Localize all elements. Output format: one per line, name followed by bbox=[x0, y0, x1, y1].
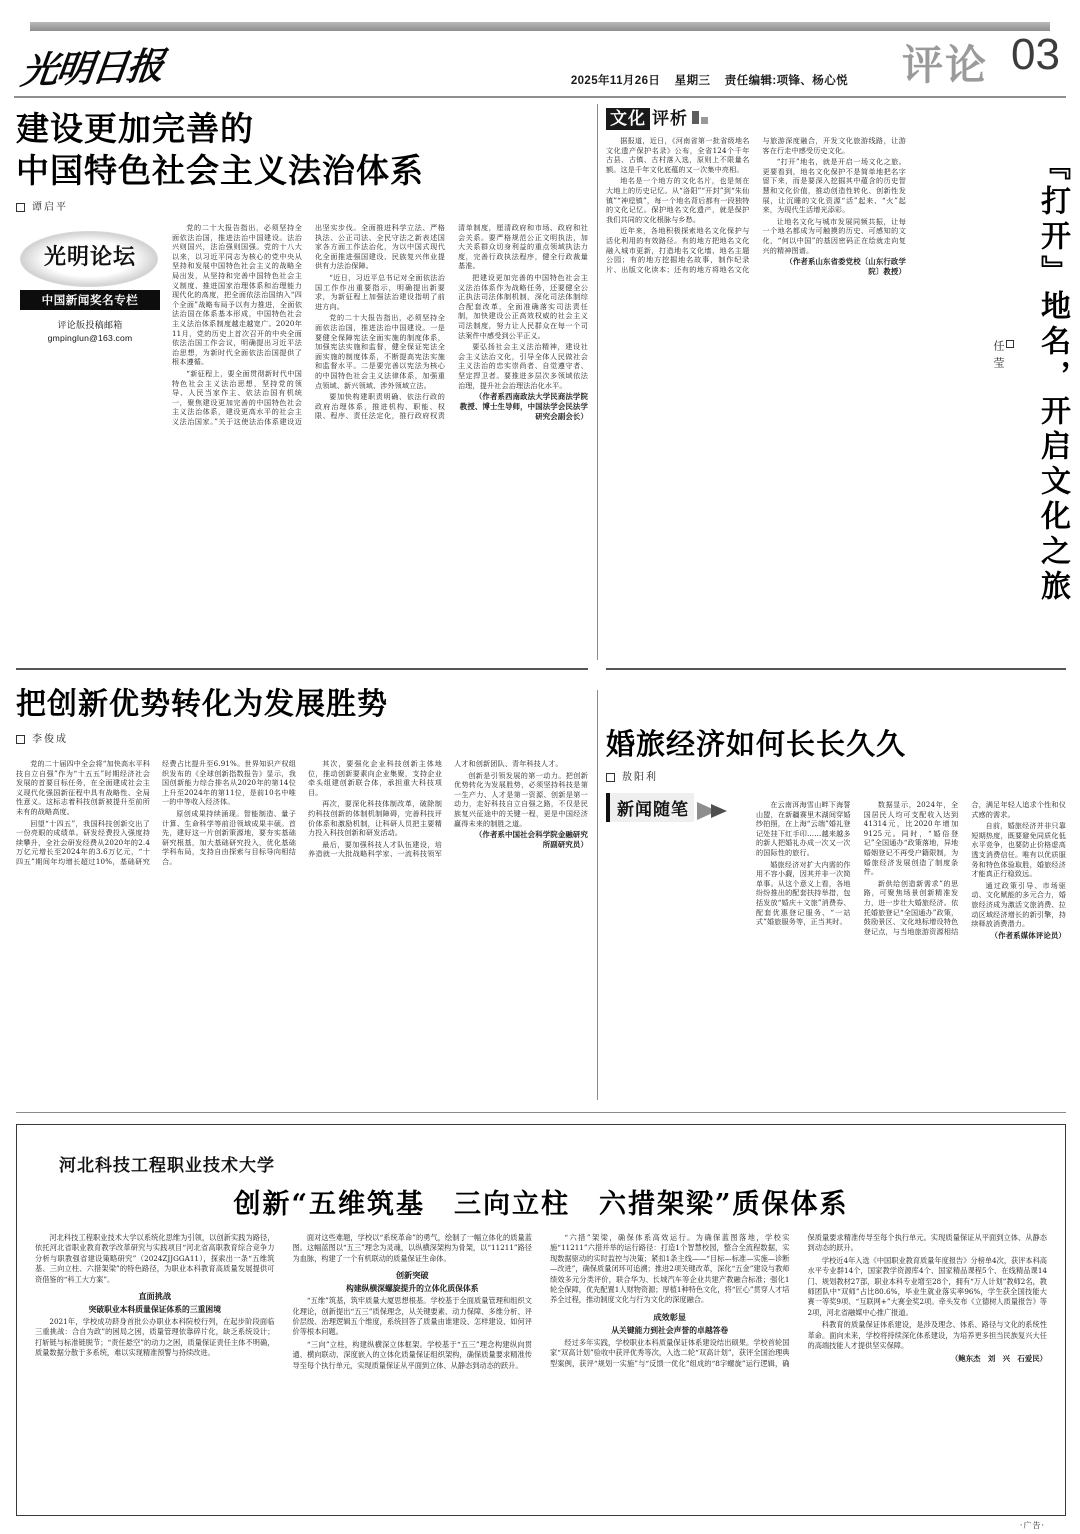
forum-logo-title: 光明论坛 bbox=[43, 244, 136, 270]
ad-section3-sub: 从关键能力到社会声誉的卓越答卷 bbox=[611, 1325, 729, 1335]
article1-headline-line2: 中国特色社会主义法治体系 bbox=[16, 151, 424, 190]
article3-headline: 把创新优势转化为发展胜势 bbox=[16, 687, 388, 722]
article4-headline: 婚旅经济如何长长久久 bbox=[606, 727, 907, 761]
article3-para: 最后，要加强科技人才队伍建设，培养造就一大批战略科学家、一流科技领军人才和创新团队、青年科技人才。 bbox=[308, 759, 563, 859]
byline-square-icon bbox=[1006, 340, 1014, 348]
article1-para: 党的二十大报告指出，必须坚持全面依法治国，推进法治中国建设。法治兴则国兴，法治强则国强。党的十八大以来，以习近平同志为核心的党中央从坚持和发展中国特色社会主义的战略全局出发，从坚持和完善中国特色社会主义制度、推进国家治理体系和治理能力现代化的高度，把全面依法治国纳入“四个全面”战略布局予以有力推进，全面依法治国在体系基本形成，中国特色社会主义法治体系制度越走越宽广。2020年11月，党的历史上首次召开的中央全面依法治国工作会议，明确提出习近平法治思想，为新时代全面依法治国提供了根本遵循。 bbox=[172, 223, 302, 367]
article3-para: 再次，要深化科技体制改革，破除制约科技创新的体制机制障碍，完善科技评价体系和激励机制，让科研人员把主要精力投入科技创新和研发活动。 bbox=[308, 799, 442, 838]
ad-section1-body: 2021年，学校成功跻身首批公办职业本科院校行列，在起步阶段面临三重挑战：合自为政”的困局之困，质量管理依靠碎片化，缺乏系统设计；打斩链与标准链脱节；“责任悬空”的动力之困，质量保证责任主体不明确，质量数据分散于多系统，难以实现精准预警与持续改进。 bbox=[35, 1317, 275, 1358]
article1-para: “近日，习近平总书记对全面依法治国工作作出重要指示，明确提出新要求，为新征程上加强法治建设指明了前进方向。 bbox=[315, 272, 445, 311]
ad-section2-p2: “三向”立柱，构建纵横深立体框架。学校基于“五三”理念构建纵向贯通、横向联动、深度嵌入的立体化质量保证组织架构，确保质量要求精准传导至每个执行单元，实现质量保证从平面到立体、从静态到动态的跃升。 bbox=[292, 1339, 532, 1370]
article1-para: 要加快构建职责明确、依法行政的政府治理体系，推进机构、职能、权限、程序、责任法定化，推行政府权责清单制度，厘清政府和市场、政府和社会关系。要严格规范公正文明执法，加大关系群众切身利益的重点领域执法力度，完善行政执法程序，健全行政裁量基准。 bbox=[315, 223, 588, 421]
article2-byline bbox=[990, 340, 1014, 374]
byline-square-icon bbox=[16, 203, 25, 212]
divider-above-ad bbox=[16, 1112, 1066, 1113]
news-essay-label: 新闻随笔 bbox=[606, 793, 694, 822]
article3-credit: （作者系中国社会科学院金融研究所副研究员） bbox=[474, 830, 588, 850]
article4-byline bbox=[606, 768, 1066, 783]
ad-tag-label: ·广告· bbox=[1019, 1521, 1045, 1530]
article-innovation bbox=[16, 686, 588, 1106]
article1-para: 党的二十大报告指出，必须坚持全面依法治国，推进法治中国建设。一是要健全保障宪法全面实施的制度体系，加强宪法实施和监督，健全保证宪法全面实施的制度体系，不断提高宪法实施和监督水平。二是要完善以宪法为核心的中国特色社会主义法律体系，加强重点领域、新兴领域、涉外领域立法。 bbox=[315, 313, 445, 390]
forum-mail-label: 评论版投稿邮箱 bbox=[57, 321, 123, 331]
article1-body bbox=[172, 223, 588, 426]
ad-headline: 创新“五维筑基 三向立柱 六措架梁”质保体系 bbox=[233, 1189, 849, 1220]
masthead bbox=[14, 30, 1066, 94]
masthead-meta bbox=[571, 72, 848, 88]
article2-vertical-headline: 『打开』地名，开启文化之旅 bbox=[1035, 150, 1070, 605]
pen-arrow-icon-2 bbox=[711, 804, 727, 818]
guangming-forum-logo[interactable] bbox=[20, 231, 160, 343]
article2-author: 任莹 bbox=[992, 340, 1005, 374]
article2-para: 据报道，近日，《河南省第一批省级地名文化遗产保护名录》公布，全省124个千年古县、古镇、古村落入选，原则上不限量名额。这是千年文化底蕴的又一次集中亮相。 bbox=[606, 136, 750, 174]
article2-vertical-headline-wrap bbox=[944, 150, 1078, 650]
article1-author: 谭启平 bbox=[32, 202, 68, 213]
culture-review-badge[interactable] bbox=[606, 104, 734, 130]
badge-dark-text: 文化 bbox=[606, 108, 650, 130]
article4-para: 婚旅经济对扩大内需的作用不容小觑，因其并非一次简单事。从这个意义上看，各地纷纷推出的配套扶持举措，包括发放“婚庆＋文旅”消费券、配套优惠登记服务、“一站式”婚旅服务等，正当其时。 bbox=[756, 859, 851, 927]
article3-para: 原创成果持续涌现。智能制造、量子计算、生命科学等前沿领域成果丰硕。首先，建好这一片创新策源地，要夯实基础研究根基，加大基础研究投入，优化基础学科布局，支持自由探索与目标导向相结合。 bbox=[162, 808, 296, 866]
section-name: 评论 bbox=[902, 41, 988, 89]
article2-para: “打开”地名，就是开启一场文化之旅。更要看到，地名文化保护不是简单地把名字留下来，而是要深入挖掘其中蕴含的历史智慧和文化价值，推动创造性转化、创新性发展，让沉睡的文化资源“活”起来、“火”起来，为现代生活增光添彩。 bbox=[762, 157, 906, 215]
article-place-names bbox=[606, 104, 936, 660]
article3-byline bbox=[16, 730, 588, 745]
forum-mail-address[interactable]: gmpinglun@163.com bbox=[47, 333, 133, 343]
forum-logo-subtitle: 中国新闻奖名专栏 bbox=[20, 290, 160, 310]
article2-body bbox=[606, 136, 906, 656]
divider-left-mid bbox=[16, 668, 588, 670]
article4-para: 新供给创造新需求”的思路，可聚焦场景创新精准发力，进一步壮大婚旅经济。依托婚旅登记“全国通办”政策，鼓励景区、文化地标增设特色登记点，与当地旅游资源相结合，满足年轻人追求个性和仪式感的需求。 bbox=[863, 800, 1066, 936]
ad-section1-sub: 突破职业本科质量保证体系的三重困境 bbox=[88, 1305, 222, 1315]
logo-oval-shape bbox=[20, 231, 158, 287]
article1-para: 把建设更加完善的中国特色社会主义法治体系作为战略任务，还要健全公正执法司法体制机制，深化司法体制综合配套改革，全面准确落实司法责任制，加快建设公正高效权威的社会主义司法制度，努力让人民群众在每一个司法案件中感受到公平正义。 bbox=[458, 272, 588, 340]
top-rule bbox=[30, 22, 1050, 31]
article-wedding-tourism bbox=[606, 726, 1066, 1106]
ad-signature: （鲍东杰 刘 兴 石爱民） bbox=[950, 1354, 1047, 1364]
publication-date: 2025年11月26日 bbox=[570, 75, 661, 87]
article4-para: 数据显示，2024年，全国居民人均可支配收入达到41314元，比2020年增加9125元。同时，“婚俗登记”全国通办“政策落地，异地婚姻登记不再受户籍限制，为婚旅经济发展创造了制度条件。 bbox=[863, 800, 959, 877]
ad-section2-p1: “五维”筑基，筑牢质量大厦思想根基。学校基于全面质量管理和组织文化理论，创新提出“五三”质保理念，从关键要素、动力保障、多维分析、评价层级、治理逻辑五个维度，系统回答了质量由谁建设、怎样建设、如何评价等根本问题。 bbox=[292, 1296, 532, 1337]
vertical-divider-top bbox=[597, 104, 598, 660]
ad-section3-final: 科教育的质量保证体系建设，是涉及理念、体系、路径与文化的系统性革命。面向未来，学校将持续深化体系建设，为培养更多担当民族复兴大任的高端技能人才提供坚实保障。 bbox=[807, 1320, 1047, 1351]
article2-para: 让地名文化与城市发展同频共振，让每一个地名都成为可触摸的历史、可感知的文化，“何以中国”的基因密码正在绘就走向复兴的精神图谱。 bbox=[762, 216, 906, 255]
article1-para: 要弘扬社会主义法治精神，建设社会主义法治文化，引导全体人民做社会主义法治的忠实崇尚者、自觉遵守者、坚定捍卫者。要推进多层次多领域依法治理，提升社会治理法治化水平。 bbox=[458, 342, 588, 390]
ad-body bbox=[35, 1233, 1047, 1371]
article3-body bbox=[16, 759, 588, 1089]
masthead-rule bbox=[14, 96, 1066, 98]
article4-body bbox=[756, 800, 1066, 1068]
article2-credit: （作者系山东省委党校〔山东行政学院〕教授） bbox=[785, 257, 906, 277]
article4-credit: （作者系媒体评论员） bbox=[990, 930, 1066, 940]
article-law-system bbox=[16, 108, 588, 658]
ad-intro: 河北科技工程职业技术大学以系统化思维为引领，以创新实践为路径，依托河北省职业教育教学改革研究与实践项目“河北省高职教育综合竞争力分析与职教强省建设策略研究”（2024ZJJGGA11），探索出一条“五维筑基、三向立柱、六措架梁”的特色路径，为职业本科教育高质量发展提供可资借鉴的“科工大方案”。 bbox=[35, 1233, 275, 1284]
article1-para: “新征程上，要全面贯彻新时代中国特色社会主义法治思想，坚持党的领导、人民当家作主、依法治国有机统一，聚焦建设更加完善的中国特色社会主义法治体系，建设更高水平的社会主义法治国家。”关于这使法治体系建设迈出坚实步伐。全面推进科学立法、严格执法、公正司法、全民守法之新表述国家各方面工作法治化，为以中国式现代化全面推进强国建设、民族复兴伟业提供有力法治保障。 bbox=[172, 223, 445, 426]
ad-section2-title: 创新突破 bbox=[395, 1270, 429, 1281]
article4-para: 自前，婚旅经济并非只靠短期热度，既要避免同质化低水平竞争，也要防止价格虚高透支消费信任。唯有以优质服务和特色体验取胜，婚旅经济才能真正行稳致远。 bbox=[971, 821, 1066, 879]
page-number: 03 bbox=[1011, 30, 1060, 79]
article2-para: 地名是一个地方的文化名片，也是刻在大地上的历史记忆。从“洛阳”“开封”到“朱仙镇”“神垕镇”，每一个地名背后都有一段独特的文化记忆。保护地名文化遗产，就是保护我们共同的文化根脉与乡愁。 bbox=[606, 176, 750, 224]
byline-square-icon bbox=[606, 773, 615, 782]
badge-squares-icon bbox=[691, 111, 709, 129]
advertisement-block bbox=[16, 1124, 1066, 1530]
ad-section3-body: 经过多年实践，学校职业本科质量保证体系建设结出硕果。学校首轮国家“双高计划”验收中获评优秀等次，入选二轮“双高计划”，获评全国治理典型案例，获评“规划一实施”与“反馈一优化”组成的“8字螺旋”运行逻辑，确保质量要求精准传导至每个执行单元。实现质量保证从平面到立体、从静态到动态的跃升。 bbox=[550, 1233, 1047, 1368]
article2-para: 近年来，各地积极探索地名文化保护与活化利用的有效路径。有的地方把地名文化融入城市更新，打造地名文化墙、地名主题公园；有的地方挖掘地名故事，制作纪录片、出版文化读本；还有的地方将地名文化与旅游深度融合，开发文化旅游线路，让游客在行走中感受历史文化。 bbox=[606, 136, 906, 274]
article3-para: 其次，要强化企业科技创新主体地位，推动创新要素向企业集聚，支持企业牵头组建创新联合体，承担重大科技项目。 bbox=[308, 759, 442, 797]
weekday: 星期三 bbox=[674, 75, 711, 87]
article4-para: 在云南洱海雪山畔下海誓山盟，在新疆赛里木湖间穿婚纱拍照，在上海“云端”婚礼登记处挂下红手印……越来越多的新人把婚礼办成一次又一次的国际性的旅行。 bbox=[756, 800, 851, 857]
article1-headline-line1: 建设更加完善的 bbox=[16, 109, 254, 148]
article3-para: 创新是引领发展的第一动力。把创新优势转化为发展胜势，必须坚持科技是第一生产力、人才是第一资源、创新是第一动力，走好科技自立自强之路，不仅是民族复兴征途中的关键一程，更是中国经济赢得未来的制胜之道。 bbox=[454, 770, 588, 828]
ad-university-name: 河北科技工程职业技术大学 bbox=[59, 1156, 275, 1175]
article3-para: 党的二十届四中全会将“加快高水平科技自立自强”作为“十五五”时期经济社会发展的首要目标任务，在全面建成社会主义现代化强国新征程中具有战略性、全局性意义。这标志着科技创新被提升至前所未有的战略高度。 bbox=[16, 759, 150, 816]
vertical-divider-bottom bbox=[597, 690, 598, 1100]
editors: 责任编辑:项锋、杨心悦 bbox=[724, 75, 848, 87]
news-essay-badge[interactable] bbox=[606, 793, 756, 827]
badge-light-text: 评析 bbox=[652, 109, 688, 129]
article3-author: 李俊成 bbox=[32, 734, 68, 745]
article1-credit: （作者系西南政法大学民商法学院教授、博士生导师，中国法学会民法学研究会副会长） bbox=[459, 392, 588, 422]
ad-section1-title: 直面挑战 bbox=[138, 1291, 172, 1302]
ad-section2-sub: 构建纵横深螺旋提升的立体化质保体系 bbox=[345, 1284, 479, 1294]
paper-logo[interactable]: 光明日报 bbox=[18, 43, 165, 93]
ad-section3-tail: 学校近4年入选《中国职业教育质量年度报告》分榜单4次，获评本科高水平专业群14个，国家教学资源库4个、国家精品课程5个、在线精品课14门、规划教材27部，职业本科专业增至28个，拥有“万人计划”教师2名，教师团队中“双师”占比80.6%，毕业生就业落实率96%，学生获全国技能大赛一等奖9项、“互联网+”大赛金奖2项。牵头发布《立德树人质量报告》等2项，河北省融媒中心推广报道。 bbox=[807, 1255, 1047, 1317]
article1-byline bbox=[16, 198, 588, 213]
article4-para: 通过政策引导、市场驱动、文化赋能的多元合力，婚旅经济成为激活文旅消费、拉动区域经济增长的新引擎，持续释放消费潜力。 bbox=[971, 880, 1066, 929]
article4-author: 敖阳利 bbox=[622, 772, 658, 783]
byline-square-icon bbox=[16, 735, 25, 744]
article3-para: 回望“十四五”，我国科技创新交出了一份亮眼的成绩单。研发经费投入强度持续攀升，全社会研发经费从2020年的2.4万亿元增长至2024年的3.6万亿元，“十四五”期间年均增长超过10%，基础研究经费占比提升至6.91%。世界知识产权组织发布的《全球创新指数报告》显示，我国创新能力综合排名从2020年的第14位上升至2024年的第11位，是前10名中唯一的中等收入经济体。 bbox=[16, 759, 296, 866]
ad-section2-p3: “六措”架梁，确保体系高效运行。为确保蓝图落地，学校实施“11211”六措并举的运行路径：打造1个智慧校园，整合全流程数据，实现数据驱动的实时监控与决策；紧扣1条主线——“目标—标准—实施—诊断—改进”，确保质量闭环可追溯；推进2项关键改革，深化“五金”建设与教师绩效多元分类评价，联合华为、长城汽车等企业共建产教融合标准；强化1轮全保障，优先配置1人财物资源；厚植1种特色文化，将“匠心”贯穿人才培养全过程，推动制度文化与行为文化的深度融合。 bbox=[550, 1233, 790, 1305]
divider-right-mid bbox=[606, 668, 1066, 670]
ad-section1-tail: 面对这些难题，学校以“系统革命”的勇气，绘制了一幅立体化的质量蓝图。这幅蓝图以“五三”理念为灵魂，以纵横深架构为骨架，以“11211”路径为血脉，构建了一个有机联动的质量保证生命体。 bbox=[292, 1233, 532, 1263]
ad-section3-title: 成效彰显 bbox=[653, 1311, 687, 1322]
